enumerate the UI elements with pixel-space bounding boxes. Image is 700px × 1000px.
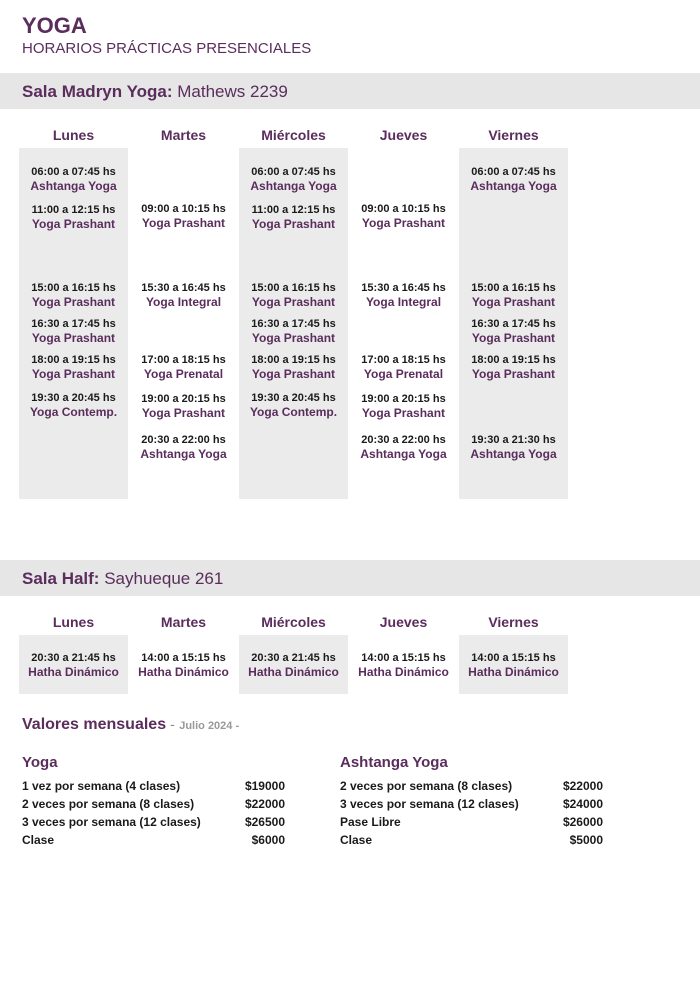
price-row [340, 779, 603, 797]
sala1-slot-jueves [349, 392, 458, 421]
slot-time: 16:30 a 17:45 hs [471, 318, 556, 330]
slot-class: Ashtanga Yoga [470, 447, 557, 461]
sala1-slot-lunes [19, 203, 128, 232]
slot-class: Ashtanga Yoga [30, 179, 117, 193]
sala1-slot-viernes [459, 317, 568, 346]
sala1-slot-lunes [19, 165, 128, 194]
slot-time: 06:00 a 07:45 hs [251, 166, 336, 178]
slot-class: Yoga Prashant [31, 331, 116, 345]
price-value: $26000 [562, 815, 603, 829]
slot-time: 20:30 a 22:00 hs [361, 434, 446, 446]
slot-class: Yoga Prashant [361, 216, 446, 230]
sala-madryn-band [0, 73, 700, 109]
slot-time: 11:00 a 12:15 hs [251, 204, 336, 216]
price-label: 2 veces por semana (8 clases) [340, 779, 513, 793]
slot-class: Yoga Prenatal [363, 367, 444, 381]
price-value: $6000 [251, 833, 285, 847]
price-block-yoga [22, 754, 285, 851]
price-label: Clase [22, 833, 55, 847]
slot-class: Yoga Integral [365, 295, 442, 309]
slot-time: 09:00 a 10:15 hs [141, 203, 226, 215]
slot-time: 17:00 a 18:15 hs [141, 354, 226, 366]
slot-class: Hatha Dinámico [138, 665, 229, 679]
slot-class: Yoga Contemp. [249, 405, 338, 419]
sala1-slot-miercoles [239, 281, 348, 310]
sala1-slot-jueves [349, 433, 458, 462]
sala1-slot-miercoles [239, 203, 348, 232]
page-title: YOGA [22, 13, 87, 38]
slot-class: Yoga Integral [145, 295, 222, 309]
slot-class: Hatha Dinámico [468, 665, 559, 679]
slot-time: 14:00 a 15:15 hs [141, 652, 226, 664]
sala1-slot-viernes [459, 165, 568, 194]
sala1-slot-viernes [459, 281, 568, 310]
sala-half-band [0, 560, 700, 596]
slot-class: Hatha Dinámico [248, 665, 339, 679]
price-row [22, 815, 285, 833]
price-value: $22000 [562, 779, 603, 793]
sala1-day-header-lunes: Lunes [52, 127, 95, 143]
slot-time: 15:00 a 16:15 hs [251, 282, 336, 294]
slot-time: 14:00 a 15:15 hs [471, 652, 556, 664]
sala1-slot-jueves [349, 281, 458, 310]
sala1-day-header-jueves: Jueves [379, 127, 428, 143]
sala2-slot-martes [129, 651, 238, 680]
sala2-slot-jueves [349, 651, 458, 680]
slot-class: Ashtanga Yoga [360, 447, 447, 461]
price-value: $26500 [244, 815, 285, 829]
sala1-slot-jueves [349, 353, 458, 382]
price-value: $5000 [569, 833, 603, 847]
price-row [22, 833, 285, 851]
slot-class: Yoga Prashant [141, 406, 226, 420]
sala1-slot-viernes [459, 353, 568, 382]
price-row [340, 797, 603, 815]
sala1-slot-miercoles [239, 317, 348, 346]
slot-class: Yoga Prashant [251, 367, 336, 381]
slot-class: Yoga Prashant [31, 217, 116, 231]
sala-madryn-name: Sala Madryn Yoga: [22, 82, 173, 101]
sala1-slot-miercoles [239, 391, 348, 420]
slot-time: 18:00 a 19:15 hs [251, 354, 336, 366]
slot-time: 18:00 a 19:15 hs [471, 354, 556, 366]
slot-time: 20:30 a 22:00 hs [141, 434, 226, 446]
sala1-slot-martes [129, 281, 238, 310]
sala2-day-header-viernes: Viernes [488, 614, 539, 630]
valores-title: Valores mensuales [22, 716, 167, 733]
page-subtitle: HORARIOS PRÁCTICAS PRESENCIALES [22, 40, 312, 57]
sala1-day-header-miercoles: Miércoles [261, 127, 326, 143]
sala2-slot-lunes [19, 651, 128, 680]
slot-time: 14:00 a 15:15 hs [361, 652, 446, 664]
slot-time: 19:00 a 20:15 hs [361, 393, 446, 405]
price-block-yoga-title: Yoga [22, 754, 58, 771]
slot-class: Yoga Prashant [31, 367, 116, 381]
sala2-day-header-miercoles: Miércoles [261, 614, 326, 630]
sala2-day-header-lunes: Lunes [52, 614, 95, 630]
sala-half-name: Sala Half: [22, 569, 100, 588]
price-row [22, 779, 285, 797]
price-row [340, 833, 603, 851]
sala1-slot-martes [129, 392, 238, 421]
sala1-slot-lunes [19, 353, 128, 382]
slot-time: 15:30 a 16:45 hs [361, 282, 446, 294]
price-value: $24000 [562, 797, 603, 811]
slot-class: Yoga Prashant [361, 406, 446, 420]
slot-time: 19:30 a 20:45 hs [251, 392, 336, 404]
price-value: $19000 [244, 779, 285, 793]
sala1-slot-lunes [19, 281, 128, 310]
price-label: 3 veces por semana (12 clases) [340, 797, 519, 811]
slot-time: 19:30 a 21:30 hs [471, 434, 556, 446]
sala2-slot-viernes [459, 651, 568, 680]
valores-dash: - [170, 716, 175, 732]
slot-class: Yoga Prashant [251, 331, 336, 345]
sala2-day-header-martes: Martes [160, 614, 207, 630]
slot-class: Yoga Prashant [471, 367, 556, 381]
slot-class: Yoga Prashant [251, 295, 336, 309]
sala1-slot-martes [129, 353, 238, 382]
sala1-slot-martes [129, 433, 238, 462]
slot-time: 15:30 a 16:45 hs [141, 282, 226, 294]
sala1-slot-martes [129, 202, 238, 231]
sala1-slot-miercoles [239, 353, 348, 382]
valores-date: Julio 2024 - [179, 720, 240, 732]
sala-half-address: Sayhueque 261 [104, 569, 224, 588]
sala1-slot-lunes [19, 391, 128, 420]
slot-class: Yoga Prenatal [143, 367, 224, 381]
slot-time: 15:00 a 16:15 hs [471, 282, 556, 294]
price-block-ashtanga [340, 754, 603, 851]
sala-half-heading [22, 569, 223, 589]
slot-class: Yoga Prashant [141, 216, 226, 230]
slot-time: 20:30 a 21:45 hs [31, 652, 116, 664]
slot-class: Yoga Prashant [471, 331, 556, 345]
slot-time: 11:00 a 12:15 hs [31, 204, 116, 216]
price-row [22, 797, 285, 815]
price-label: 3 veces por semana (12 clases) [22, 815, 201, 829]
slot-time: 17:00 a 18:15 hs [361, 354, 446, 366]
slot-class: Hatha Dinámico [358, 665, 449, 679]
slot-time: 16:30 a 17:45 hs [251, 318, 336, 330]
sala1-slot-jueves [349, 202, 458, 231]
sala2-day-header-jueves: Jueves [379, 614, 428, 630]
sala1-slot-viernes [459, 433, 568, 462]
slot-time: 19:00 a 20:15 hs [141, 393, 226, 405]
price-row [340, 815, 603, 833]
price-label: Pase Libre [340, 815, 401, 829]
page-header [22, 14, 311, 58]
slot-time: 16:30 a 17:45 hs [31, 318, 116, 330]
sala1-day-header-martes: Martes [160, 127, 207, 143]
price-label: Clase [340, 833, 373, 847]
price-label: 1 vez por semana (4 clases) [22, 779, 181, 793]
price-block-ashtanga-title: Ashtanga Yoga [340, 754, 448, 771]
sala2-slot-miercoles [239, 651, 348, 680]
slot-time: 15:00 a 16:15 hs [31, 282, 116, 294]
slot-time: 06:00 a 07:45 hs [471, 166, 556, 178]
sala-madryn-address: Mathews 2239 [177, 82, 288, 101]
slot-time: 09:00 a 10:15 hs [361, 203, 446, 215]
sala1-slot-miercoles [239, 165, 348, 194]
slot-class: Yoga Prashant [251, 217, 336, 231]
price-value: $22000 [244, 797, 285, 811]
slot-time: 20:30 a 21:45 hs [251, 652, 336, 664]
valores-heading [22, 716, 239, 734]
slot-class: Ashtanga Yoga [140, 447, 227, 461]
sala1-slot-lunes [19, 317, 128, 346]
sala-madryn-heading [22, 82, 288, 102]
slot-time: 18:00 a 19:15 hs [31, 354, 116, 366]
slot-class: Yoga Contemp. [29, 405, 118, 419]
sala1-day-header-viernes: Viernes [488, 127, 539, 143]
slot-class: Ashtanga Yoga [470, 179, 557, 193]
slot-class: Hatha Dinámico [28, 665, 119, 679]
slot-time: 19:30 a 20:45 hs [31, 392, 116, 404]
slot-class: Yoga Prashant [31, 295, 116, 309]
slot-time: 06:00 a 07:45 hs [31, 166, 116, 178]
slot-class: Yoga Prashant [471, 295, 556, 309]
slot-class: Ashtanga Yoga [250, 179, 337, 193]
price-label: 2 veces por semana (8 clases) [22, 797, 195, 811]
